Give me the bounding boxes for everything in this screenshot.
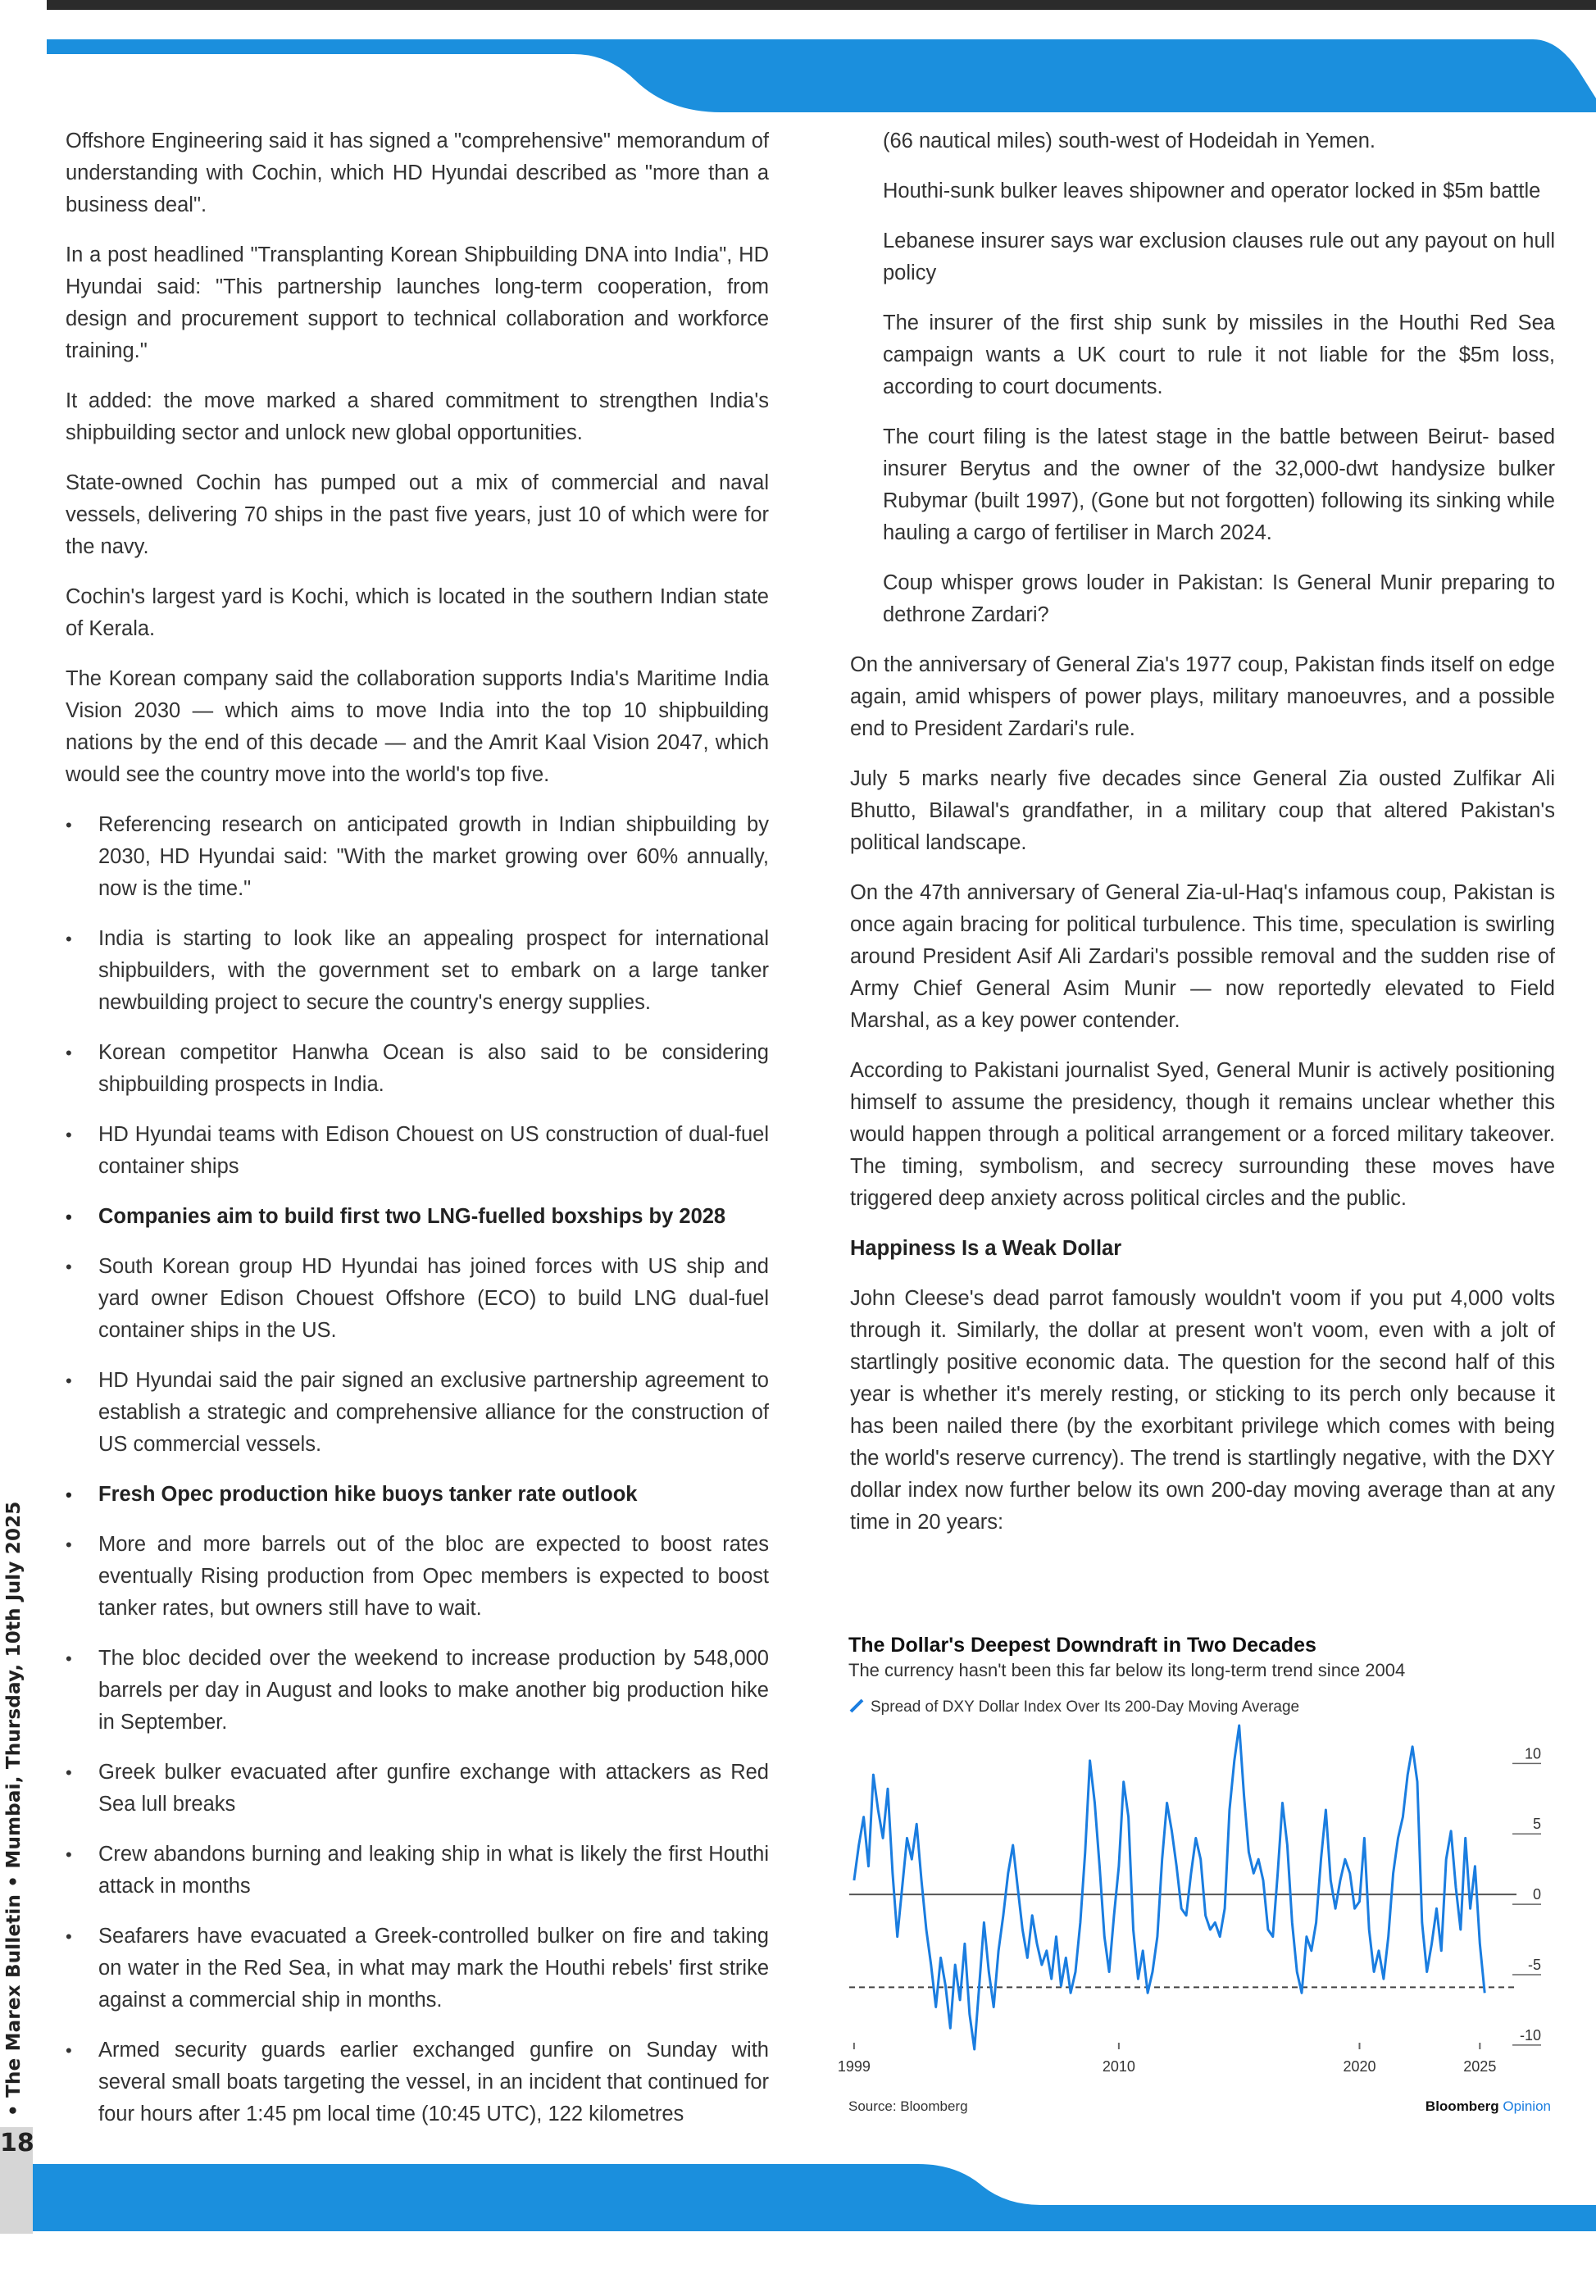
paragraph: Offshore Engineering said it has signed a "comprehensive" memorandum of understanding with Cochin, which HD Hyundai described as "more than a business deal". — [66, 130, 769, 216]
chart-subtitle: The currency hasn't been this far below its long-term trend since 2004 — [848, 1660, 1406, 1680]
indented-paragraph: The court filing is the latest stage in the battle between Beirut- based insurer Berytus and the owner of the 32,000-dwt handysize bulker Rubymar (built 1997), (Gone but not forgotten) following its sinking while hauling a cargo of fertiliser in March 2024. — [883, 425, 1555, 544]
paragraph: July 5 marks nearly five decades since General Zia ousted Zulfikar Ali Bhutto, Bilawal's grandfather, in a military coup that altered Pakistan's political landscape. — [850, 767, 1555, 854]
chart-brand-suffix: Opinion — [1503, 2098, 1551, 2114]
bullet-item: • South Korean group HD Hyundai has joined forces with US ship and yard owner Edison Chouest Offshore (ECO) to build LNG dual-fuel container ships in the US. — [66, 1251, 769, 1347]
paragraph: State-owned Cochin has pumped out a mix of commercial and naval vessels, delivering 70 ships in the past five years, just 10 of which were for the navy. — [66, 471, 769, 558]
y-tick-label: -5 — [1527, 1956, 1541, 1973]
paragraph: It added: the move marked a shared commitment to strengthen India's shipbuilding sector and unlock new global opportunities. — [66, 389, 769, 444]
bullet-item: • Greek bulker evacuated after gunfire exchange with attackers as Red Sea lull breaks — [66, 1757, 769, 1821]
paragraph: The Korean company said the collaboration supports India's Maritime India Vision 2030 — which aims to move India into the top 10 shipbuilding nations by the end of this decade — and the Amrit Kaal Vision 2047, which would see the country move into the world's top five. — [66, 667, 769, 786]
bullet-list — [66, 809, 769, 2130]
y-tick-label: -10 — [1519, 2026, 1541, 2044]
bullet-item: • Armed security guards earlier exchanged gunfire on Sunday with several small boats targeting the vessel, in an incident that continued for four hours after 1:45 pm local time (10:45 UTC), 122 kilometres — [66, 2035, 769, 2130]
page-number: 18 — [0, 2129, 34, 2157]
y-tick-label: 5 — [1532, 1816, 1541, 1833]
indented-paragraph: The insurer of the first ship sunk by missiles in the Houthi Red Sea campaign wants a UK court to rule it not liable for the $5m loss, according to court documents. — [883, 311, 1555, 398]
left-column — [66, 125, 769, 2148]
bullet-item: • HD Hyundai teams with Edison Chouest on US construction of dual-fuel container ships — [66, 1119, 769, 1183]
paragraph: According to Pakistani journalist Syed, General Munir is actively positioning himself to assume the presidency, though it remains unclear whether this would happen through a political arrangement or a forced military takeover. The timing, symbolism, and secrecy surrounding these moves have triggered deep anxiety across political circles and the public. — [850, 1059, 1555, 1210]
right-column — [850, 125, 1555, 1557]
paragraph: On the anniversary of General Zia's 1977 coup, Pakistan finds itself on edge again, amid whispers of power plays, military manoeuvres, and a possible end to President Zardari's rule. — [850, 653, 1555, 740]
chart-brand — [1425, 2098, 1551, 2114]
indented-paragraph: (66 nautical miles) south-west of Hodeidah in Yemen. — [883, 130, 1376, 152]
bullet-item: • Referencing research on anticipated growth in Indian shipbuilding by 2030, HD Hyundai said: "With the market growing over 60% annually, now is the time." — [66, 809, 769, 905]
dollar-chart — [837, 1631, 1557, 2123]
publication-line: • The Marex Bulletin • Mumbai, Thursday, 10th July 2025 — [3, 1501, 25, 2116]
legend-swatch-icon — [851, 1700, 862, 1712]
bullet-item-bold: • Fresh Opec production hike buoys tanker rate outlook — [66, 1479, 769, 1511]
x-tick-label: 2020 — [1343, 2058, 1376, 2075]
paragraph: John Cleese's dead parrot famously wouldn't voom if you put 4,000 volts through it. Similarly, the dollar at present won't voom, even with a jolt of startlingly positive economic data. The question for the second half of this year is whether it's merely resting, or sticking to its perch only because it has been nailed there (by the exorbitant privilege which comes with being the world's reserve currency). The trend is startlingly negative, with the DXY dollar index now further below its own 200-day moving average than at any time in 20 years: — [850, 1287, 1555, 1534]
bullet-item: • Korean competitor Hanwha Ocean is also said to be considering shipbuilding prospects in India. — [66, 1037, 769, 1101]
x-tick-label: 2010 — [1102, 2058, 1135, 2075]
indented-paragraph: Houthi-sunk bulker leaves shipowner and operator locked in $5m battle — [883, 180, 1541, 202]
series-line — [854, 1725, 1485, 2049]
bullet-item-bold: • Companies aim to build first two LNG-fuelled boxships by 2028 — [66, 1201, 769, 1233]
x-tick-label: 1999 — [837, 2058, 871, 2075]
paragraph: On the 47th anniversary of General Zia-ul-Haq's infamous coup, Pakistan is once again bracing for political turbulence. This time, speculation is swirling around President Asif Ali Zardari's possible removal and the sudden rise of Army Chief General Asim Munir — now reportedly elevated to Field Marshal, as a key power contender. — [850, 881, 1555, 1032]
x-tick-label: 2025 — [1463, 2058, 1497, 2075]
bullet-item: • More and more barrels out of the bloc are expected to boost rates eventually Rising production from Opec members is expected to boost tanker rates, but owners still have to wait. — [66, 1529, 769, 1625]
y-tick-label: 0 — [1532, 1886, 1541, 1903]
bullet-item: • Seafarers have evacuated a Greek-controlled bulker on fire and taking on water in the Red Sea, in what may mark the Houthi rebels' first strike against a commercial ship in months. — [66, 1921, 769, 2016]
chart-source: Source: Bloomberg — [848, 2098, 968, 2114]
bullet-item: • The bloc decided over the weekend to increase production by 548,000 barrels per day in August and looks to make another big production hike in September. — [66, 1643, 769, 1739]
bullet-item: • HD Hyundai said the pair signed an exclusive partnership agreement to establish a strategic and comprehensive alliance for the construction of US commercial vessels. — [66, 1365, 769, 1461]
paragraph: In a post headlined "Transplanting Korean Shipbuilding DNA into India", HD Hyundai said: "This partnership launches long-term cooperation, from design and procurement support to technical collaboration and workforce training." — [66, 243, 769, 362]
chart-brand-name: Bloomberg — [1425, 2098, 1499, 2114]
indented-paragraph: Lebanese insurer says war exclusion clauses rule out any payout on hull policy — [883, 230, 1555, 284]
top-blue-banner — [0, 0, 1596, 115]
y-tick-label: 10 — [1524, 1745, 1541, 1762]
chart-title: The Dollar's Deepest Downdraft in Two Decades — [848, 1634, 1316, 1657]
section-heading: Happiness Is a Weak Dollar — [850, 1237, 1122, 1260]
chart-legend: Spread of DXY Dollar Index Over Its 200-Day Moving Average — [871, 1698, 1300, 1716]
paragraph: Cochin's largest yard is Kochi, which is located in the southern Indian state of Kerala. — [66, 585, 769, 640]
bullet-item: • India is starting to look like an appealing prospect for international shipbuilders, with the government set to embark on a large tanker newbuilding project to secure the country's energy supplies. — [66, 923, 769, 1019]
indented-paragraph: Coup whisper grows louder in Pakistan: Is General Munir preparing to dethrone Zardari? — [883, 571, 1555, 626]
bullet-item: • Crew abandons burning and leaking ship in what is likely the first Houthi attack in months — [66, 1839, 769, 1903]
